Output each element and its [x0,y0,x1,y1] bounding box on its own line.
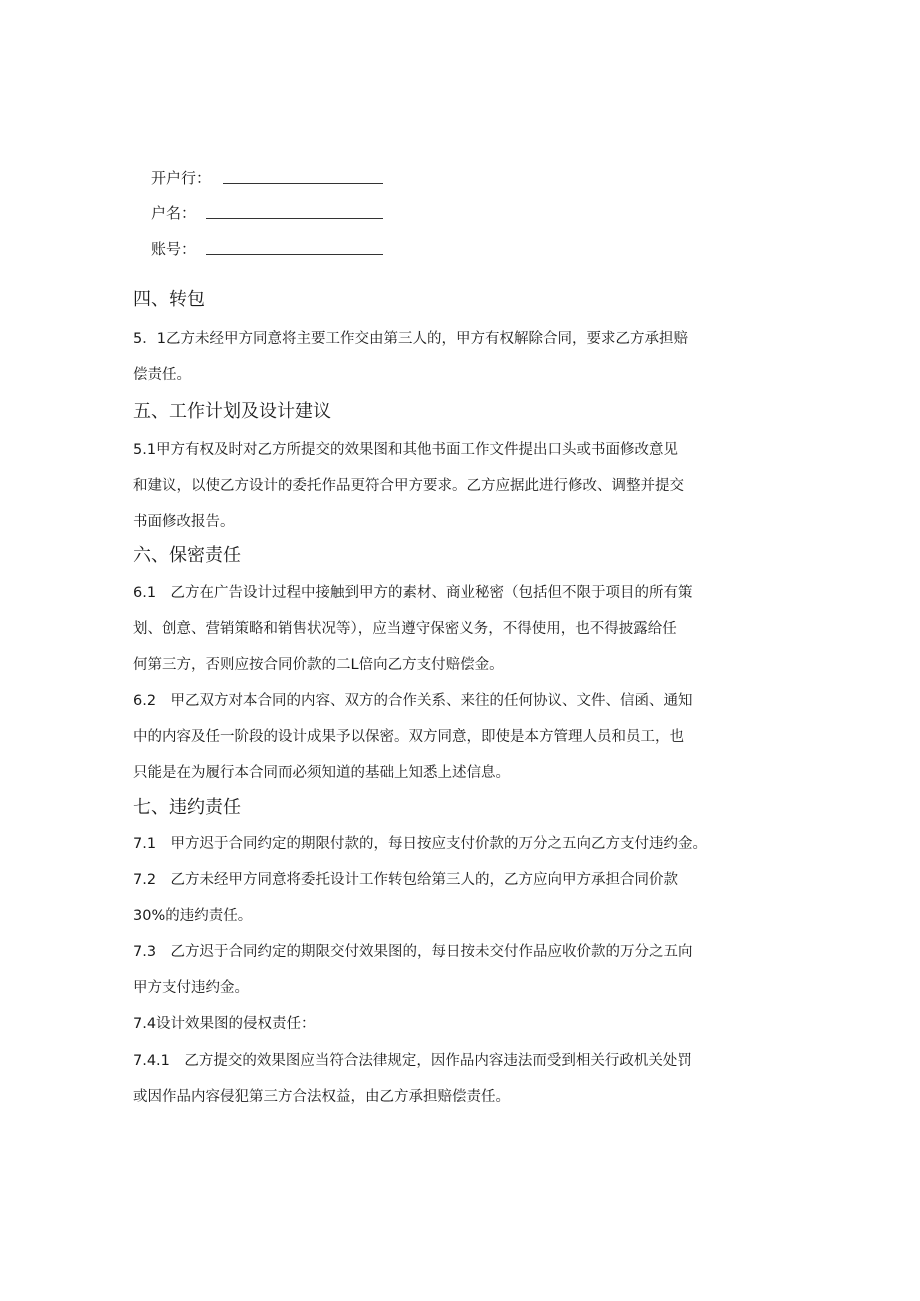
account-label: 账号： [151,240,197,258]
clause-6-2 [133,683,693,791]
clause-line: 5.1甲方有权及时对乙方所提交的效果图和其他书面工作文件提出口头或书面修改意见 [133,442,679,458]
clause-line: 甲方支付违约金。 [133,980,249,996]
bank-field [151,167,211,189]
section-5-title: 五、工作计划及设计建议 [133,401,331,422]
bank-label: 开户行： [151,169,212,187]
section-4-title: 四、转包 [133,289,205,310]
clause-line: 5．1乙方未经甲方同意将主要工作交由第三人的，甲方有权解除合同，要求乙方承担赔 [133,331,688,347]
clause-line: 7.4.1 乙方提交的效果图应当符合法律规定，因作品内容违法而受到相关行政机关处罚 [133,1053,692,1069]
clause-7-2 [133,862,678,934]
holder-label: 户名： [151,204,197,222]
clause-line: 中的内容及任一阶段的设计成果予以保密。双方同意，即使是本方管理人员和员工，也 [133,729,684,745]
clause-5-1 [133,321,688,393]
clause-line: 和建议，以使乙方设计的委托作品更符合甲方要求。乙方应据此进行修改、调整并提交 [133,478,684,494]
clause-6-1 [133,575,693,683]
account-field [151,238,196,260]
clause-line: 或因作品内容侵犯第三方合法权益，由乙方承担赔偿责任。 [133,1089,510,1105]
clause-line: 7.2 乙方未经甲方同意将委托设计工作转包给第三人的，乙方应向甲方承担合同价款 [133,872,679,888]
holder-blank [206,218,383,219]
bank-blank [223,183,383,184]
clause-line: 7.1 甲方迟于合同约定的期限付款的，每日按应支付价款的万分之五向乙方支付违约金。 [133,836,708,852]
clause-7-1 [133,826,707,862]
clause-7-4-1 [133,1043,692,1115]
clause-line: 书面修改报告。 [133,514,235,530]
clause-7-3 [133,934,693,1006]
clause-line: 只能是在为履行本合同而必须知道的基础上知悉上述信息。 [133,765,510,781]
section-7-title: 七、违约责任 [133,797,241,818]
clause-7-4 [133,1006,316,1042]
clause-line: 6.2 甲乙双方对本合同的内容、双方的合作关系、来往的任何协议、文件、信函、通知 [133,693,693,709]
clause-5-1b [133,432,684,540]
section-6-title: 六、保密责任 [133,545,241,566]
clause-line: 30%的违约责任。 [133,908,253,924]
clause-line: 划、创意、营销策略和销售状况等），应当遵守保密义务，不得使用，也不得披露给任 [133,621,677,637]
account-blank [206,254,383,255]
holder-field [151,202,196,224]
clause-line: 偿责任。 [133,367,191,383]
clause-line: 何第三方，否则应按合同价款的二L倍向乙方支付赔偿金。 [133,657,504,673]
clause-line: 7.3 乙方迟于合同约定的期限交付效果图的，每日按未交付作品应收价款的万分之五向 [133,944,693,960]
clause-line: 7.4设计效果图的侵权责任： [133,1016,316,1032]
clause-line: 6.1 乙方在广告设计过程中接触到甲方的素材、商业秘密（包括但不限于项目的所有策 [133,585,693,601]
